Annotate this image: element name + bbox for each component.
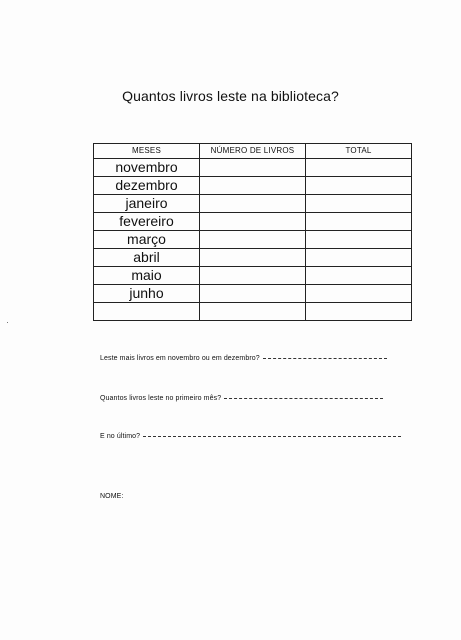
table-row: [94, 195, 412, 213]
books-cell[interactable]: [200, 249, 306, 267]
table-row: [94, 285, 412, 303]
header-months: MESES: [94, 144, 200, 159]
name-label: NOME:: [100, 493, 124, 500]
total-cell[interactable]: [306, 177, 412, 195]
table-row: [94, 231, 412, 249]
table-row: [94, 159, 412, 177]
books-cell[interactable]: [200, 177, 306, 195]
month-cell: abril: [94, 249, 200, 267]
month-cell: dezembro: [94, 177, 200, 195]
total-cell[interactable]: [306, 231, 412, 249]
books-table-container: [93, 143, 411, 321]
header-total: TOTAL: [306, 144, 412, 159]
total-cell[interactable]: [306, 285, 412, 303]
name-field[interactable]: [100, 493, 123, 500]
month-cell: maio: [94, 267, 200, 285]
total-cell[interactable]: [306, 195, 412, 213]
question-text: E no último?: [100, 433, 141, 440]
total-cell[interactable]: [306, 213, 412, 231]
table-row: [94, 213, 412, 231]
question-text: Leste mais livros em novembro ou em dezembro?: [100, 355, 260, 362]
month-cell: [94, 303, 200, 321]
month-cell: novembro: [94, 159, 200, 177]
books-cell[interactable]: [200, 195, 306, 213]
total-cell[interactable]: [306, 249, 412, 267]
question-first-month: [100, 395, 383, 402]
question-last-month: [100, 433, 401, 440]
table-row: [94, 177, 412, 195]
table-row: [94, 303, 412, 321]
question-text: Quantos livros leste no primeiro mês?: [100, 395, 222, 402]
answer-line[interactable]: [224, 398, 383, 399]
books-cell[interactable]: [200, 267, 306, 285]
month-cell: junho: [94, 285, 200, 303]
books-cell[interactable]: [200, 159, 306, 177]
answer-line[interactable]: [143, 436, 401, 437]
books-cell[interactable]: [200, 285, 306, 303]
worksheet-title: Quantos livros leste na biblioteca?: [122, 88, 339, 104]
month-cell: janeiro: [94, 195, 200, 213]
header-number-of-books: NÚMERO DE LIVROS: [200, 144, 306, 159]
table-row: [94, 267, 412, 285]
books-cell[interactable]: [200, 231, 306, 249]
books-table: [93, 143, 412, 321]
table-header-row: [94, 144, 412, 159]
table-row: [94, 249, 412, 267]
scan-speck: [7, 322, 8, 323]
total-cell[interactable]: [306, 159, 412, 177]
books-cell[interactable]: [200, 213, 306, 231]
books-cell[interactable]: [200, 303, 306, 321]
total-cell[interactable]: [306, 267, 412, 285]
total-cell[interactable]: [306, 303, 412, 321]
answer-line[interactable]: [263, 358, 387, 359]
month-cell: março: [94, 231, 200, 249]
month-cell: fevereiro: [94, 213, 200, 231]
question-november-december: [100, 355, 387, 362]
